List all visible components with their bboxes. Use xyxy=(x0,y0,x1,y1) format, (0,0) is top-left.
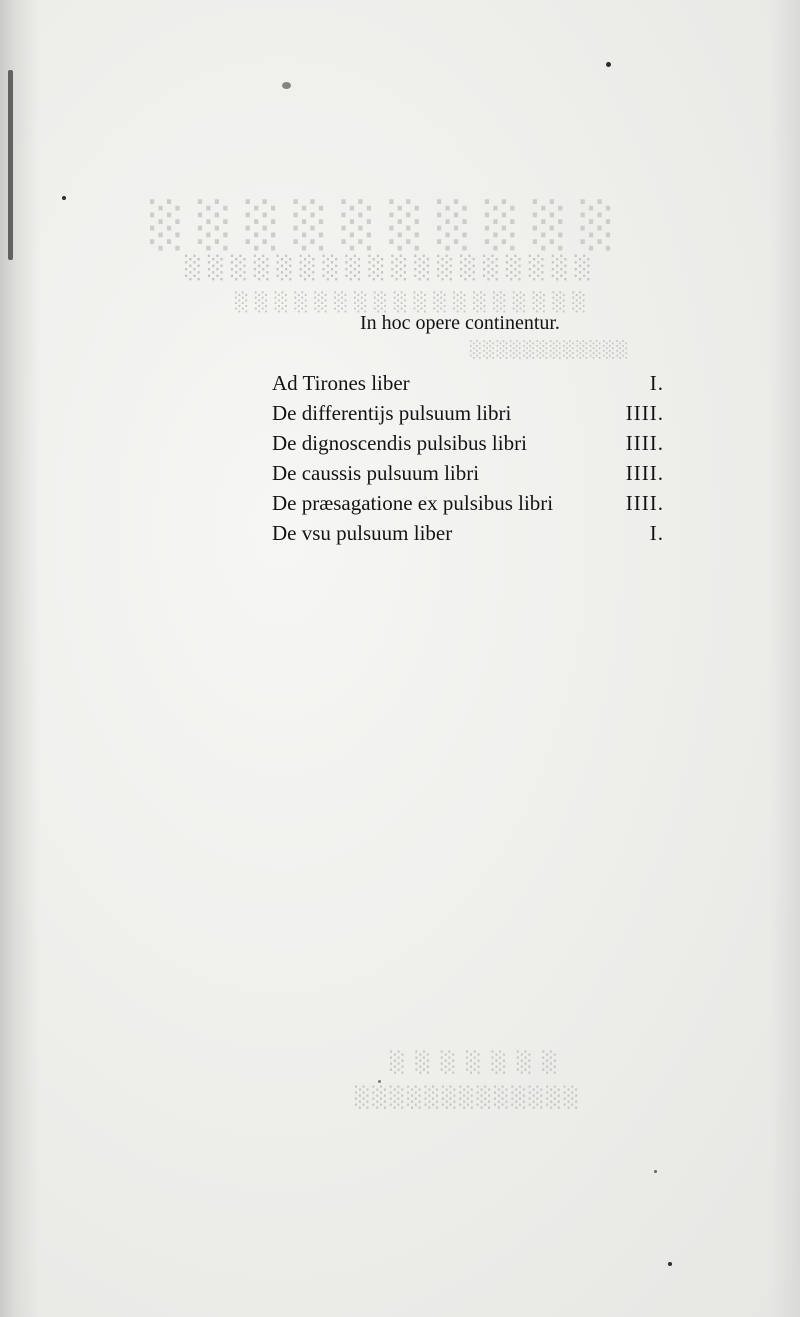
show-through-title: ░░░░░░░░░░ xyxy=(150,200,629,251)
entry-title: De vsu pulsuum liber xyxy=(272,521,453,545)
contents-entry xyxy=(272,428,672,458)
entry-title: De caussis pulsuum libri xyxy=(272,461,480,485)
entry-book-count: IIII. xyxy=(625,431,664,455)
show-through-imprint: ░░░░░░░░░░░░░ xyxy=(355,1085,581,1109)
binding-mark xyxy=(8,70,13,260)
show-through-line: ░░░░░░░░░░░░░░░░░░ xyxy=(185,256,598,281)
contents-entry xyxy=(272,368,672,398)
ink-speck xyxy=(606,62,611,67)
entry-title: De præsagatione ex pulsibus libri xyxy=(272,491,554,515)
entry-book-count: IIII. xyxy=(625,461,664,485)
page-edge-shadow xyxy=(770,0,800,1317)
ink-speck xyxy=(654,1170,657,1173)
entry-title: De differentijs pulsuum libri xyxy=(272,401,512,425)
contents-entry xyxy=(272,398,672,428)
entry-book-count: IIII. xyxy=(625,401,664,425)
entry-title: Ad Tirones liber xyxy=(272,371,410,395)
entry-book-count: I. xyxy=(649,371,664,395)
entry-book-count: IIII. xyxy=(625,491,664,515)
entry-title: De dignoscendis pulsibus libri xyxy=(272,431,527,455)
contents-entry xyxy=(272,518,672,548)
ink-speck xyxy=(62,196,66,200)
ink-speck xyxy=(282,82,291,89)
ink-speck xyxy=(668,1262,672,1266)
show-through-imprint: ░░░░░░░ xyxy=(390,1050,568,1074)
show-through-line: ░░░░░░░░░░░░░░░░░░ xyxy=(235,292,593,313)
contents-heading: In hoc opere continentur. xyxy=(360,312,560,334)
binding-shadow xyxy=(0,0,40,1317)
entry-book-count: I. xyxy=(649,521,664,545)
contents-entry xyxy=(272,458,672,488)
ink-speck xyxy=(378,1080,381,1083)
show-through-line: ░░░░░░░░░░░░ xyxy=(470,340,630,359)
contents-entry xyxy=(272,488,672,518)
